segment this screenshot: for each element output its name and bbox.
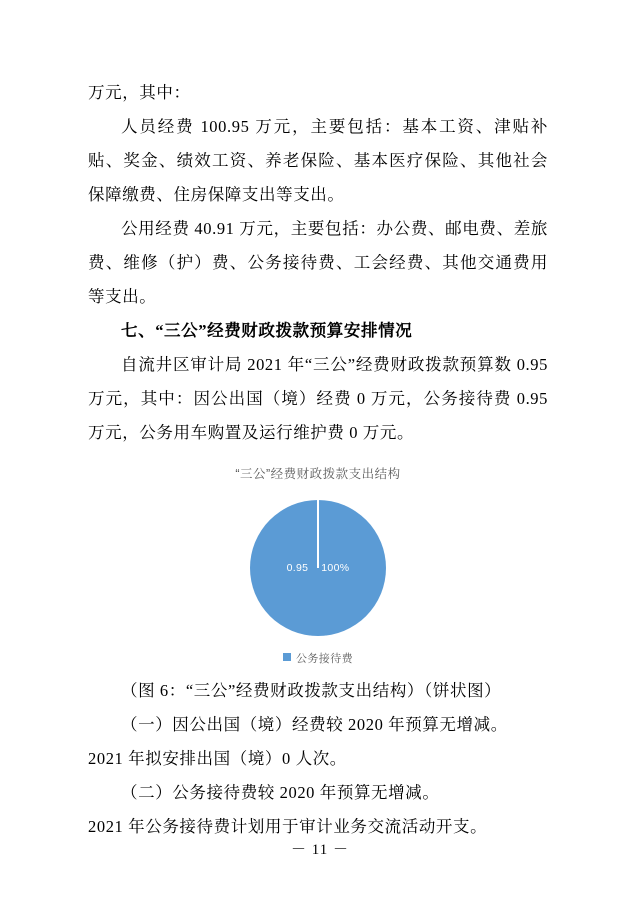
pie-chart-figure [88,464,548,666]
page-number: － 11 － [291,842,349,858]
paragraph-after-heading: 自流井区审计局 2021 年“三公”经费财政拨款预算数 0.95 万元，其中：因公出国（境）经费 0 万元，公务接待费 0.95 万元，公务用车购置及运行维护费 0 万元。 [88,355,548,442]
document-body [88,76,548,844]
paragraph-4: （一）因公出国（境）经费较 2020 年预算无增减。 [121,715,508,734]
paragraph-1: 万元，其中： [88,83,191,102]
paragraph-5: 2021 年拟安排出国（境）0 人次。 [88,749,347,768]
paragraph-6: （二）公务接待费较 2020 年预算无增减。 [121,783,440,802]
figure-caption: （图 6：“三公”经费财政拨款支出结构）（饼状图） [121,681,502,700]
pie-slice-label [287,562,350,574]
chart-legend [88,650,548,666]
pie-slice-percent: 100% [321,562,350,574]
chart-title: “三公”经费财政拨款支出结构 [235,467,401,481]
paragraph-2: 人员经费 100.95 万元，主要包括：基本工资、津贴补贴、奖金、绩效工资、养老保险、基本医疗保险、其他社会保障缴费、住房保障支出等支出。 [88,117,548,204]
legend-label-0: 公务接待费 [296,653,353,665]
section-heading: 七、“三公”经费财政拨款预算安排情况 [121,321,413,340]
legend-swatch-icon [283,653,291,661]
paragraph-3: 公用经费 40.91 万元，主要包括：办公费、邮电费、差旅费、维修（护）费、公务接待费、工会经费、其他交通费用等支出。 [88,219,548,306]
paragraph-7: 2021 年公务接待费计划用于审计业务交流活动开支。 [88,817,488,836]
pie-slice-divider [317,500,319,568]
pie-chart-area [88,492,548,642]
pie-slice-0 [250,500,386,636]
pie-slice-value: 0.95 [286,562,309,574]
